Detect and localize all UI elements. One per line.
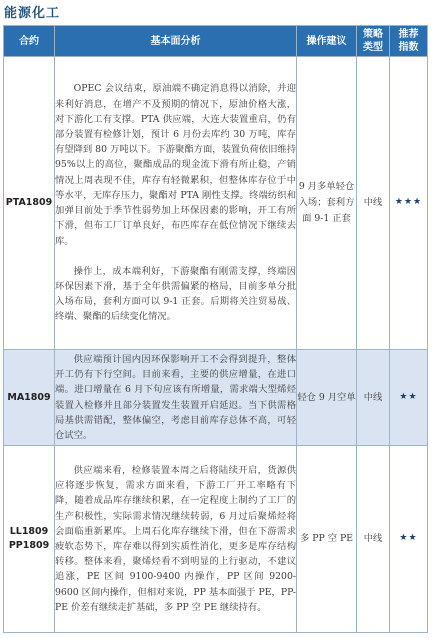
analysis-paragraph: 供应端来看，检修装置本周之后将陆续开启，货源供应将逐步恢复，需求方面来看，下游工厂开工率略有下降，随着成品库存继续积累，在一定程度上制约了工厂的生产积极性，实际需求情况继续转弱，6 月过后聚烯烃将会面临重新累库。上周石化库存继续下滑，但在下游需求疲软态势下，库存难以得到实质性消化，更多是库存结构转移。整体来看，聚烯烃看不到明显的上行驱动，不建议追涨，PE 区间 9100-9400 内操作，PP 区间 9200-9600 区间内操作，但相对来说，PP 基本面强于 PE，PP-PE 价差有继续走扩基础，多 PP 空 PE 继续持有。 [55,464,296,613]
table-row-ll-pp [4,446,428,633]
fundamentals-table [3,25,428,633]
rating-stars: ★★ [390,446,428,633]
rating-stars: ★★ [390,350,428,446]
analysis-paragraph: 供应端预计国内因环保影响开工不会得到提升，整体开工仍有下行空间。目前来看，主要的供应增量，在进口端。进口增量在 6 月下旬应该有所增量，需求端大型烯烃装置入检修并且部分装置发生装置开启延迟。当下供需格局基供需错配，整体偏空，考虑目前库存总体不高，可轻仓试空。 [55,353,296,441]
strategy-type-cell: 中线 [357,57,390,350]
analysis-cell [55,350,297,446]
section-title: 能源化工 [4,6,61,21]
rating-stars: ★★★ [390,57,428,350]
col-header-advice: 操作建议 [297,26,357,57]
col-header-strategy-type [357,26,390,57]
col-header-strategy-type-label: 策略类型 [363,29,383,53]
analysis-cell [55,446,297,633]
table-row-pta [4,57,428,350]
col-header-rating [390,26,428,57]
col-header-rating-label: 推荐指数 [398,29,419,53]
advice-cell: 9 月多单轻仓入场；套利方面 9-1 正套 [297,57,357,350]
strategy-type-cell: 中线 [357,350,390,446]
analysis-paragraph: OPEC 会议结束，原油端不确定消息得以消除，并迎来利好消息，在增产不及预期的情况下，原油价格大涨，对下游化工有支撑。PTA 供应端，大连大装置重启，仍有部分装置有检修计划，预计 6 月份去库约 30 万吨，库存有望降到 80 万吨以下。下游聚酯方面，装置负荷依旧维持 95%以上的高位，聚酯成品的现金流下滑有所止稳，产销情况上周表现不佳，库存有轻微累积，但整体库存位于中等水平，无库存压力，聚酯对 PTA 刚性支撑。终端纺织和加弹目前处于季节性弱势加上环保因素的影响，开工有所下滑，但布工厂订单良好，布匹库存在低位情况下继续去库。 [55,83,296,247]
contract-cell: PTA1809 [4,57,55,350]
analysis-cell [55,57,297,350]
analysis-paragraph: 操作上，成本端利好，下游聚酯有刚需支撑，终端因环保因素下滑，基于全年供需偏紧的格局，目前多单分批入场布局，套利方面可以 9-1 正套。后期将关注贸易战、终端、聚酯的后续变化情况。 [55,265,296,323]
col-header-analysis: 基本面分析 [55,26,297,57]
strategy-type-cell: 中线 [357,446,390,633]
contract-cell: LL1809 PP1809 [4,446,55,633]
col-header-contract: 合约 [4,26,55,57]
contract-cell: MA1809 [4,350,55,446]
table-header-row [4,26,428,57]
table-row-ma [4,350,428,446]
advice-cell: 多 PP 空 PE [297,446,357,633]
advice-cell: 轻仓 9 月空单 [297,350,357,446]
